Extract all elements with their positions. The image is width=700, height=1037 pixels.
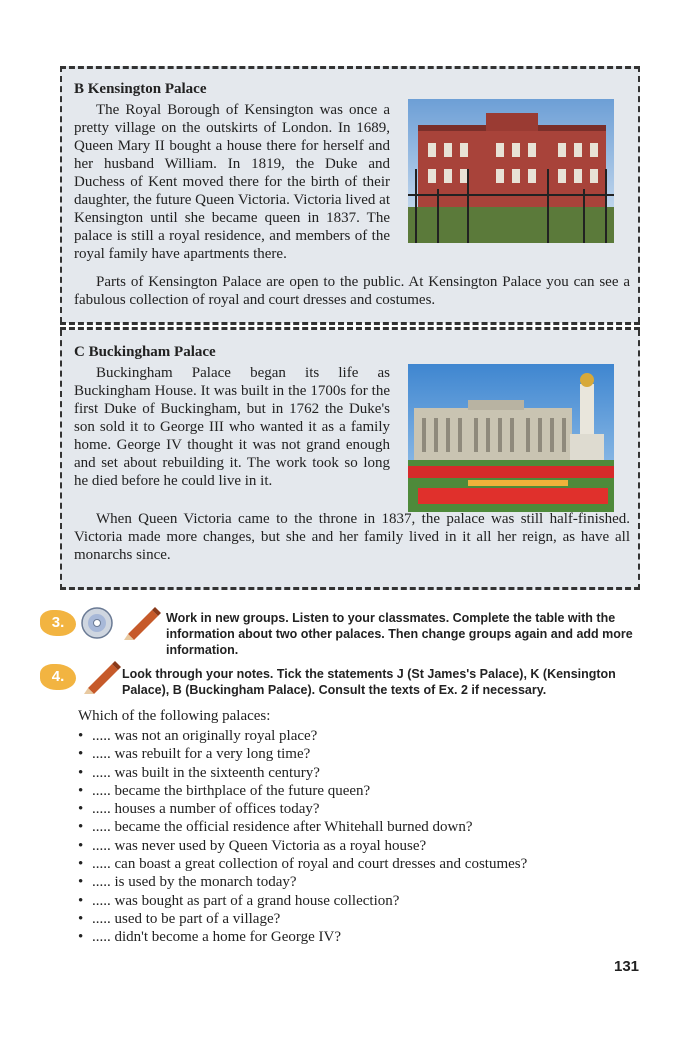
statement-item: • ..... was never used by Queen Victoria as a royal house? — [78, 837, 427, 854]
statement-item: • ..... was bought as part of a grand house collection? — [78, 892, 400, 909]
statement-text: ..... houses a number of offices today? — [92, 801, 320, 818]
section-c-para1: Buckingham Palace began its life as Buckingham House. It was built in the 1700s for the first Duke of Buckingham, but in 1762 the Duke's son sold it to George III who wanted it as a family home. George IV thought it was not grand enough and set about rebuilding it. The work took so long he died before he could live in it. — [74, 365, 390, 489]
statement-text: ..... was never used by Queen Victoria as a royal house? — [92, 837, 427, 854]
exercise-3 — [40, 606, 650, 660]
statement-item: • ..... became the birthplace of the future queen? — [78, 782, 371, 799]
exercise-4-text: Look through your notes. Tick the statements J (St James's Palace), K (Kensington Palace), B (Buckingham Palace). Consult the texts of Ex. 2 if necessary. — [122, 667, 616, 697]
statement-text: ..... is used by the monarch today? — [92, 874, 297, 891]
statement-item: • ..... houses a number of offices today? — [78, 801, 320, 818]
statement-text: ..... was bought as part of a grand house collection? — [92, 892, 400, 909]
exercise-4-number: 4. — [40, 664, 76, 690]
statement-text: ..... didn't become a home for George IV? — [92, 929, 342, 946]
section-b-para2: Parts of Kensington Palace are open to the public. At Kensington Palace you can see a fabulous collection of royal and court dresses and costumes. — [74, 274, 630, 308]
statement-item: • ..... was not an originally royal place? — [78, 728, 318, 744]
section-c-para1-wrap — [74, 364, 390, 490]
statement-text: ..... was built in the sixteenth century? — [92, 764, 320, 781]
exercise-3-number: 3. — [40, 610, 76, 636]
buckingham-palace-photo — [408, 364, 614, 512]
statement-text: ..... became the birthplace of the future queen? — [92, 782, 371, 799]
statement-text: ..... used to be part of a village? — [92, 910, 281, 927]
pencil-icon — [122, 604, 162, 640]
statement-list — [78, 727, 527, 947]
section-b-title: B Kensington Palace — [74, 81, 207, 97]
statement-text: ..... became the official residence after Whitehall burned down? — [92, 819, 473, 836]
section-c-title: C Buckingham Palace — [74, 344, 216, 360]
cd-icon — [80, 606, 114, 640]
question-intro: Which of the following palaces: — [78, 708, 271, 724]
pencil-icon — [82, 658, 122, 694]
section-c-para2: When Queen Victoria came to the throne in 1837, the palace was still half-finished. Victoria made more changes, but she and her family lived in it all her reign, as have all monarchs since. — [74, 511, 630, 563]
statement-item: • ..... used to be part of a village? — [78, 910, 281, 927]
statement-item: • ..... can boast a great collection of royal and court dresses and costumes? — [78, 856, 528, 873]
section-kensington — [60, 66, 640, 323]
statement-text: ..... was rebuilt for a very long time? — [92, 746, 311, 763]
statement-item: • ..... was rebuilt for a very long time? — [78, 746, 311, 763]
statement-item: • ..... is used by the monarch today? — [78, 874, 297, 891]
section-divider — [60, 322, 640, 325]
exercise-4 — [40, 660, 650, 714]
exercise-3-text: Work in new groups. Listen to your classmates. Complete the table with the information about two other palaces. Then change groups again and add more information. — [166, 611, 633, 657]
statement-item: • ..... didn't become a home for George IV? — [78, 929, 342, 946]
section-buckingham — [60, 330, 640, 590]
section-b-para1: The Royal Borough of Kensington was once a pretty village on the outskirts of London. In 1689, Queen Mary II bought a house there for herself and her husband William. In 1819, the Duke and Duchess of Kent moved there for the birth of their daughter, the future Queen Victoria. Victoria lived at Kensington until she became queen in 1837. The palace is still a royal residence, and members of the royal family have apartments there. — [74, 102, 390, 262]
section-c-para2-wrap — [74, 510, 630, 564]
section-b-para2-wrap — [74, 273, 630, 309]
statement-item: • ..... was built in the sixteenth century? — [78, 764, 320, 781]
statement-text: ..... was not an originally royal place? — [92, 728, 318, 744]
section-b-para1-wrap — [74, 101, 390, 263]
page-number: 131 — [614, 958, 640, 975]
statement-item: • ..... became the official residence after Whitehall burned down? — [78, 819, 473, 836]
statement-text: ..... can boast a great collection of royal and court dresses and costumes? — [92, 856, 528, 873]
kensington-palace-photo — [408, 99, 614, 243]
